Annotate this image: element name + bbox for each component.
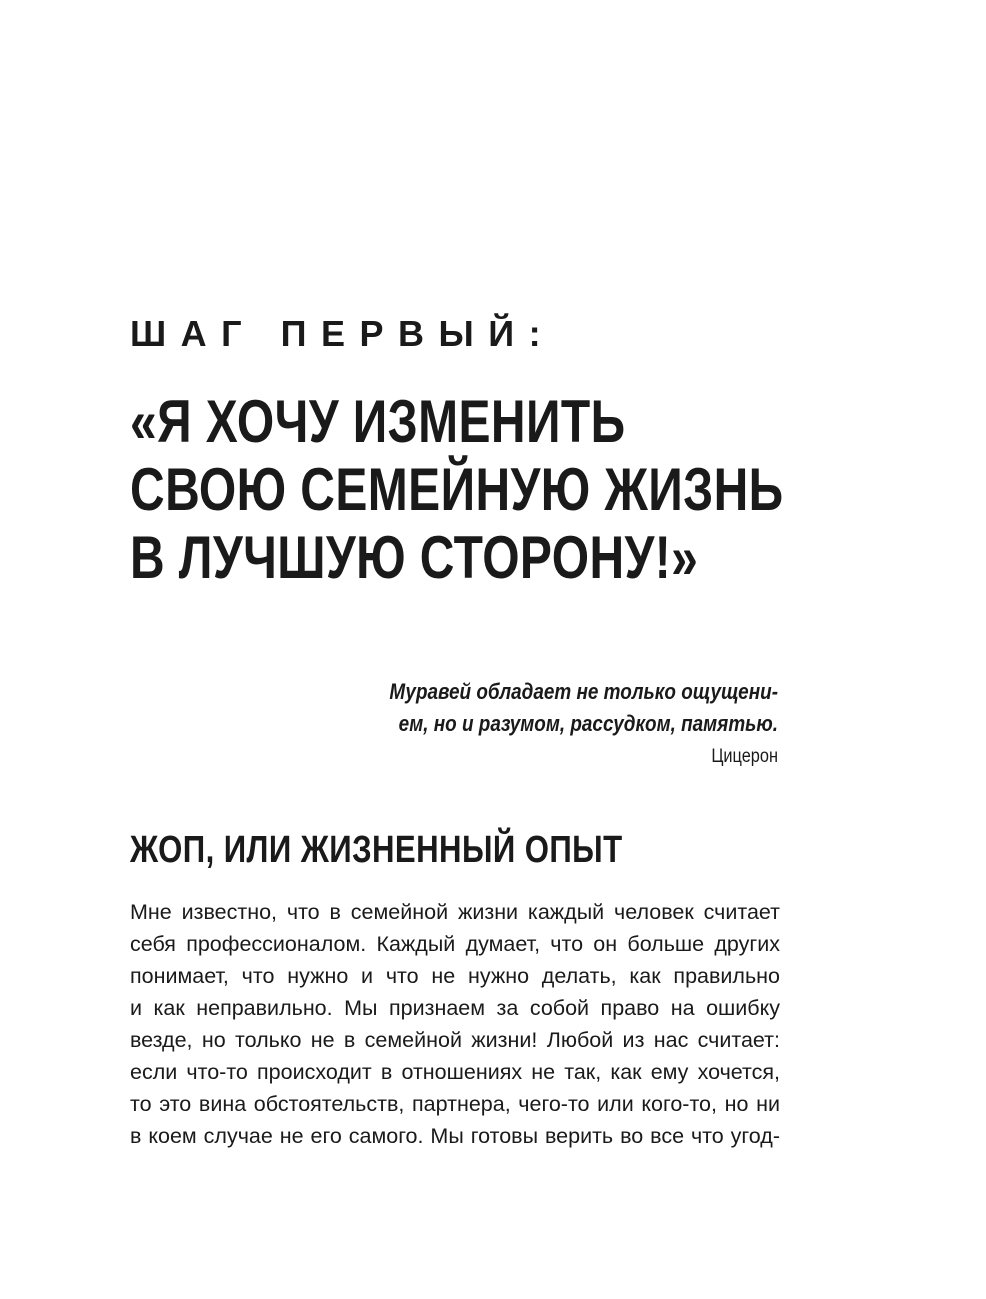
epigraph-quote [382,676,778,740]
step-label: ШАГ ПЕРВЫЙ: [130,313,556,354]
epigraph-quote-line: ем, но и разумом, рассудком, памятью. [398,711,778,736]
epigraph-author: Цицерон [711,746,778,767]
body-line: если что-то происходит в отношениях не так, как ему хочется, [130,1060,780,1084]
chapter-title [130,388,784,592]
chapter-title-line: «Я ХОЧУ ИЗМЕНИТЬ [130,388,626,455]
epigraph [318,676,778,770]
body-paragraph [130,896,780,1152]
body-line: понимает, что нужно и что не нужно делать, как правильно [130,964,780,988]
body-line: Мне известно, что в семейной жизни каждый человек считает [130,900,780,924]
section-title: ЖОП, ИЛИ ЖИЗНЕННЫЙ ОПЫТ [130,829,623,871]
body-line: везде, но только не в семейной жизни! Любой из нас считает: [130,1028,780,1052]
epigraph-quote-line: Муравей обладает не только ощущени- [389,679,778,704]
body-line: и как неправильно. Мы признаем за собой право на ошибку [130,996,780,1020]
body-line: в коем случае не его самого. Мы готовы верить во все что угод- [130,1124,780,1148]
chapter-title-line: В ЛУЧШУЮ СТОРОНУ!» [130,524,699,591]
body-line: себя профессионалом. Каждый думает, что он больше других [130,932,780,956]
body-line: то это вина обстоятельств, партнера, чего-то или кого-то, но ни [130,1092,780,1116]
chapter-title-line: СВОЮ СЕМЕЙНУЮ ЖИЗНЬ [130,456,784,523]
